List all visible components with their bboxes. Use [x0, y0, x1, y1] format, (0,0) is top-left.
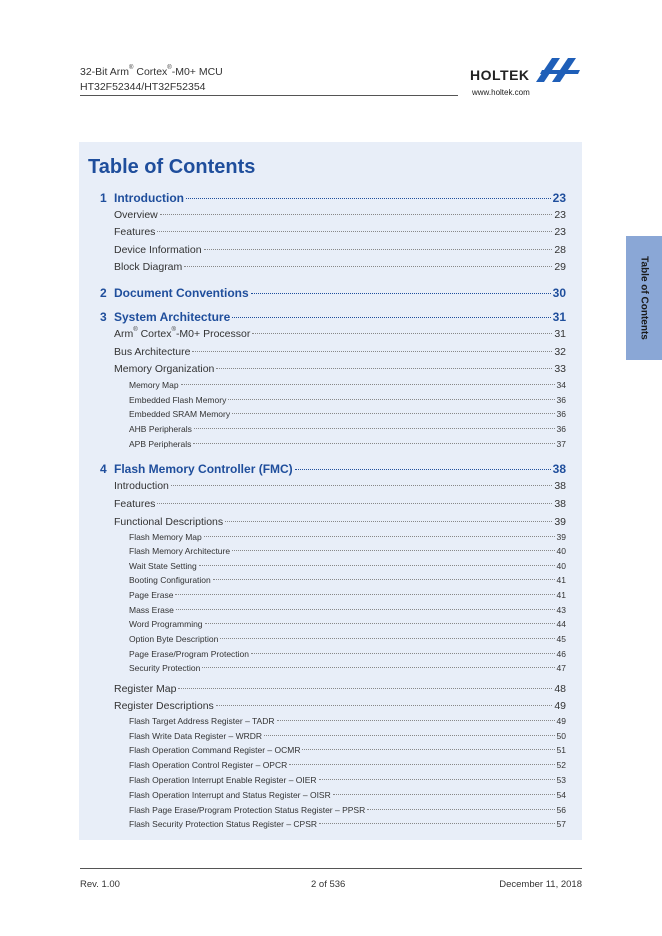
toc-dot-leader: [175, 594, 554, 595]
toc-entry-label: [100, 191, 184, 205]
toc-page-number: 57: [556, 819, 566, 829]
toc-dot-leader: [193, 443, 554, 444]
toc-entry-label: Features: [114, 226, 156, 238]
toc-panel: [79, 142, 582, 840]
toc-page-number: 36: [556, 409, 566, 419]
toc-entry[interactable]: [129, 395, 566, 405]
toc-entry[interactable]: [129, 380, 566, 390]
toc-entry-label: Register Descriptions: [114, 700, 214, 712]
toc-chapter-title: System Architecture: [114, 310, 231, 324]
toc-entry-label: APB Peripherals: [129, 439, 192, 449]
toc-page-number: 41: [556, 590, 566, 600]
toc-entry-label: Mass Erase: [129, 605, 174, 615]
toc-page-number: 36: [556, 424, 566, 434]
toc-entry-label: Device Information: [114, 244, 202, 256]
toc-entry-label: Bus Architecture: [114, 346, 191, 358]
toc-dot-leader: [319, 823, 555, 824]
toc-page-number: 36: [556, 395, 566, 405]
toc-entry[interactable]: [114, 363, 566, 375]
toc-page-number: 39: [556, 532, 566, 542]
toc-chapter-number: 4: [100, 462, 107, 476]
toc-entry[interactable]: [100, 310, 566, 324]
toc-page-number: 53: [556, 775, 566, 785]
toc-dot-leader: [289, 764, 554, 765]
toc-page-number: 31: [554, 328, 566, 340]
toc-entry-label: Embedded Flash Memory: [129, 395, 227, 405]
toc-dot-leader: [178, 688, 552, 689]
toc-entry-label: Flash Operation Interrupt and Status Register – OISR: [129, 790, 331, 800]
toc-dot-leader: [216, 705, 553, 706]
toc-entry-label: Security Protection: [129, 663, 201, 673]
footer-page-number: 2 of 536: [311, 879, 346, 890]
toc-entry[interactable]: [114, 498, 566, 510]
toc-dot-leader: [228, 399, 554, 400]
side-tab-label: Table of Contents: [638, 256, 650, 340]
toc-dot-leader: [302, 749, 554, 750]
toc-dot-leader: [202, 667, 554, 668]
toc-entry[interactable]: [100, 191, 566, 205]
toc-entry-label: Overview: [114, 209, 158, 221]
toc-entry-label: Page Erase/Program Protection: [129, 649, 250, 659]
toc-entry-label: Flash Page Erase/Program Protection Status Register – PPSR: [129, 805, 366, 815]
toc-page-number: 44: [556, 619, 566, 629]
toc-page-number: 23: [554, 209, 566, 221]
toc-entry[interactable]: [129, 561, 566, 571]
toc-page-number: 23: [554, 226, 566, 238]
toc-page-number: 49: [554, 700, 566, 712]
toc-page-number: 38: [554, 498, 566, 510]
toc-entry-label: Flash Target Address Register – TADR: [129, 716, 275, 726]
toc-entry[interactable]: [129, 619, 566, 629]
toc-dot-leader: [251, 293, 551, 294]
toc-dot-leader: [186, 198, 551, 199]
toc-entry[interactable]: [129, 575, 566, 585]
toc-entry[interactable]: [114, 244, 566, 256]
toc-page-number: 38: [552, 462, 566, 476]
toc-page-number: 47: [556, 663, 566, 673]
toc-entry-label: Functional Descriptions: [114, 516, 224, 528]
toc-entry-label: Embedded SRAM Memory: [129, 409, 231, 419]
toc-dot-leader: [232, 413, 554, 414]
toc-dot-leader: [333, 794, 555, 795]
toc-page-number: 50: [556, 731, 566, 741]
toc-entry[interactable]: [129, 716, 566, 726]
registered-mark: ®: [171, 327, 176, 333]
toc-dot-leader: [213, 579, 555, 580]
toc-page-number: 52: [556, 760, 566, 770]
toc-chapter-number: 2: [100, 286, 107, 300]
toc-entry[interactable]: [129, 605, 566, 615]
toc-dot-leader: [199, 565, 555, 566]
toc-dot-leader: [184, 266, 552, 267]
toc-dot-leader: [176, 609, 555, 610]
toc-dot-leader: [220, 638, 554, 639]
toc-entry-label: Flash Write Data Register – WRDR: [129, 731, 263, 741]
toc-entry-label: Features: [114, 498, 156, 510]
toc-entry[interactable]: [114, 700, 566, 712]
toc-page-number: 39: [554, 516, 566, 528]
toc-label-part: -M0+ Processor: [175, 328, 251, 340]
side-tab[interactable]: [626, 236, 662, 360]
toc-entry[interactable]: [129, 775, 566, 785]
toc-entry-label: Flash Memory Map: [129, 532, 202, 542]
toc-page-number: 32: [554, 346, 566, 358]
toc-page-number: 43: [556, 605, 566, 615]
toc-entry[interactable]: [129, 805, 566, 815]
toc-entry[interactable]: [114, 480, 566, 492]
toc-page-number: 51: [556, 745, 566, 755]
toc-entry-label: Flash Security Protection Status Register – CPSR: [129, 819, 318, 829]
toc-entry-label: Register Map: [114, 683, 177, 695]
toc-page-number: 46: [556, 649, 566, 659]
toc-page-number: 56: [556, 805, 566, 815]
registered-mark: ®: [133, 327, 138, 333]
toc-entry-label: Page Erase: [129, 590, 174, 600]
toc-dot-leader: [181, 384, 555, 385]
toc-page-number: 29: [554, 261, 566, 273]
toc-entry[interactable]: [114, 516, 566, 528]
toc-dot-leader: [252, 333, 552, 334]
toc-page-number: 33: [554, 363, 566, 375]
toc-entry-label: Memory Organization: [114, 363, 215, 375]
toc-chapter-title: Introduction: [114, 191, 184, 205]
toc-page-number: 45: [556, 634, 566, 644]
toc-page-number: 30: [552, 286, 566, 300]
toc-dot-leader: [171, 485, 552, 486]
toc-entry-label: [100, 462, 293, 476]
toc-dot-leader: [160, 214, 553, 215]
toc-entry[interactable]: [129, 663, 566, 673]
toc-dot-leader: [367, 809, 554, 810]
toc-entries: [79, 142, 582, 840]
toc-chapter-number: 3: [100, 310, 107, 324]
toc-entry[interactable]: [114, 209, 566, 221]
footer-rule: [80, 868, 582, 869]
toc-page-number: 48: [554, 683, 566, 695]
toc-page-number: 54: [556, 790, 566, 800]
logo-wordmark: HOLTEK: [470, 67, 530, 83]
toc-label-part: Cortex: [137, 328, 172, 340]
logo-url: www.holtek.com: [472, 88, 530, 97]
toc-dot-leader: [204, 249, 553, 250]
header-product-line: 32-Bit Arm® Cortex®-M0+ MCU: [80, 65, 223, 78]
toc-page-number: 31: [552, 310, 566, 324]
toc-entry-label: Word Programming: [129, 619, 203, 629]
toc-entry-label: Wait State Setting: [129, 561, 197, 571]
toc-entry[interactable]: [114, 346, 566, 358]
toc-entry-label: Flash Operation Command Register – OCMR: [129, 745, 301, 755]
toc-entry-label: Flash Operation Control Register – OPCR: [129, 760, 288, 770]
toc-dot-leader: [319, 779, 555, 780]
toc-entry[interactable]: [114, 683, 566, 695]
toc-dot-leader: [264, 735, 554, 736]
toc-dot-leader: [194, 428, 555, 429]
toc-entry[interactable]: [114, 226, 566, 238]
toc-dot-leader: [232, 317, 550, 318]
toc-entry[interactable]: [129, 590, 566, 600]
toc-page-number: 38: [554, 480, 566, 492]
toc-entry-label: Flash Memory Architecture: [129, 546, 231, 556]
toc-page-number: 40: [556, 561, 566, 571]
toc-dot-leader: [157, 231, 552, 232]
toc-entry[interactable]: [129, 819, 566, 829]
toc-entry[interactable]: [114, 261, 566, 273]
toc-dot-leader: [232, 550, 554, 551]
toc-dot-leader: [225, 521, 552, 522]
toc-title: Table of Contents: [88, 156, 256, 178]
toc-entry[interactable]: [100, 462, 566, 476]
toc-entry[interactable]: [129, 546, 566, 556]
toc-entry-label: Booting Configuration: [129, 575, 211, 585]
toc-dot-leader: [295, 469, 551, 470]
toc-chapter-title: Flash Memory Controller (FMC): [114, 462, 293, 476]
toc-page-number: 34: [556, 380, 566, 390]
toc-entry[interactable]: [129, 649, 566, 659]
toc-page-number: 37: [556, 439, 566, 449]
toc-entry[interactable]: [100, 286, 566, 300]
header-rule: [80, 95, 458, 96]
toc-dot-leader: [205, 623, 555, 624]
toc-entry[interactable]: [129, 790, 566, 800]
toc-chapter-number: 1: [100, 191, 107, 205]
toc-page-number: 49: [556, 716, 566, 726]
toc-entry[interactable]: [129, 409, 566, 419]
header-part-numbers: HT32F52344/HT32F52354: [80, 81, 206, 93]
toc-page-number: 23: [552, 191, 566, 205]
toc-entry-label: Flash Operation Interrupt Enable Register – OIER: [129, 775, 317, 785]
toc-dot-leader: [192, 351, 552, 352]
toc-chapter-title: Document Conventions: [114, 286, 249, 300]
toc-entry[interactable]: [129, 760, 566, 770]
toc-label-part: Arm: [114, 328, 134, 340]
toc-entry-label: Memory Map: [129, 380, 179, 390]
toc-entry-label: AHB Peripherals: [129, 424, 192, 434]
toc-page-number: 28: [554, 244, 566, 256]
toc-entry[interactable]: [114, 328, 566, 340]
toc-entry-label: [100, 310, 230, 324]
toc-dot-leader: [251, 653, 555, 654]
toc-entry[interactable]: [129, 532, 566, 542]
toc-entry[interactable]: [129, 634, 566, 644]
footer-revision: Rev. 1.00: [80, 879, 120, 890]
toc-page-number: 40: [556, 546, 566, 556]
toc-entry-label: [100, 286, 249, 300]
toc-page-number: 41: [556, 575, 566, 585]
toc-entry-label: Block Diagram: [114, 261, 183, 273]
toc-entry-label: Option Byte Description: [129, 634, 219, 644]
toc-entry-label: Introduction: [114, 480, 169, 492]
toc-dot-leader: [157, 503, 552, 504]
toc-entry[interactable]: [129, 424, 566, 434]
toc-entry[interactable]: [129, 731, 566, 741]
toc-dot-leader: [277, 720, 555, 721]
toc-dot-leader: [216, 368, 552, 369]
toc-entry-label: [114, 328, 250, 340]
toc-entry[interactable]: [129, 439, 566, 449]
footer-date: December 11, 2018: [499, 879, 582, 890]
toc-entry[interactable]: [129, 745, 566, 755]
toc-dot-leader: [204, 536, 555, 537]
